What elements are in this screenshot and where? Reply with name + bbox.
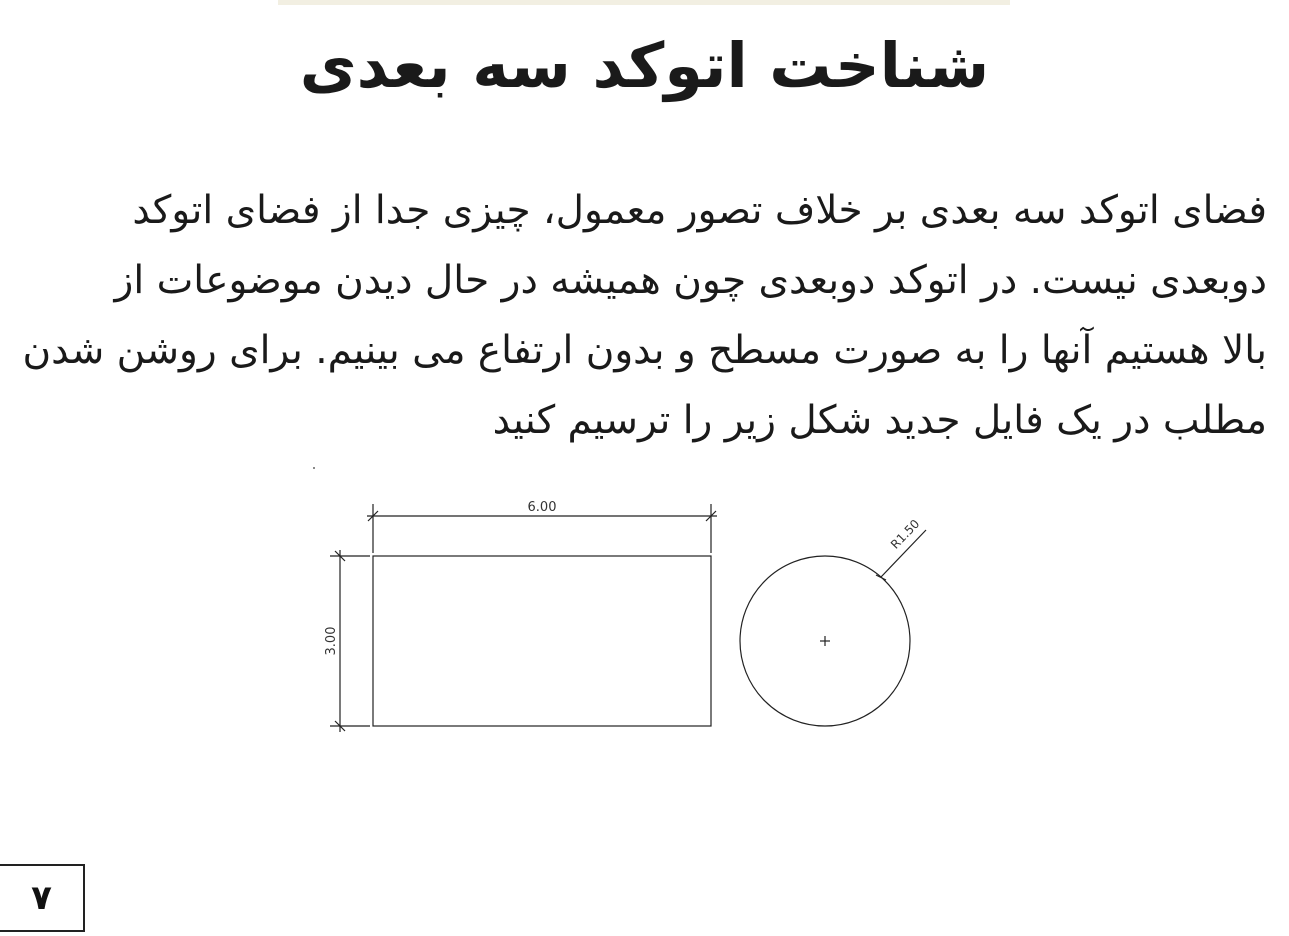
cad-drawing — [320, 490, 940, 750]
paragraph-line-1: فضای اتوکد سه بعدی بر خلاف تصور معمول، چیزی جدا از فضای اتوکد — [132, 188, 1267, 233]
radius-dimension-label: R1.50 — [887, 516, 923, 552]
width-dimension-label: 6.00 — [527, 500, 557, 515]
circle-center-mark — [820, 636, 830, 646]
print-speck — [313, 467, 315, 469]
top-decorative-rule — [278, 0, 1010, 5]
paragraph-line-2: دوبعدی نیست. در اتوکد دوبعدی چون همیشه در حال دیدن موضوعات از — [114, 258, 1267, 303]
intro-paragraph — [17, 176, 1267, 456]
height-dimension-label: 3.00 — [324, 626, 339, 656]
page-number: ۷ — [0, 864, 85, 932]
rectangle-shape — [373, 556, 711, 726]
paragraph-line-3: بالا هستیم آنها را به صورت مسطح و بدون ارتفاع می بینیم. برای روشن شدن — [22, 328, 1267, 373]
paragraph-line-4: مطلب در یک فایل جدید شکل زیر را ترسیم کنید — [492, 398, 1267, 443]
page-title: شناخت اتوکد سه بعدی — [299, 29, 990, 102]
